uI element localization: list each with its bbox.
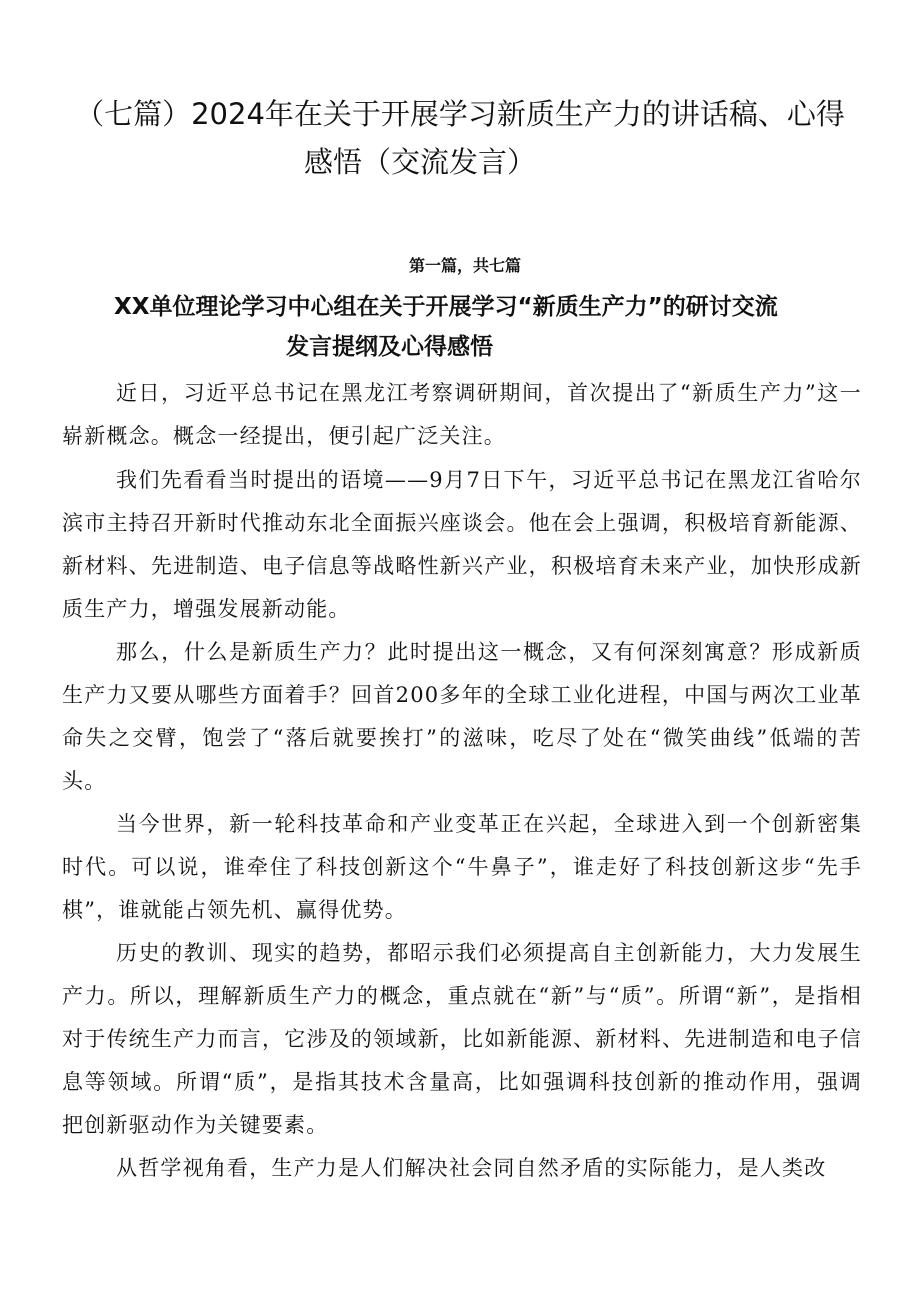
body-paragraph: 那么，什么是新质生产力？此时提出这一概念，又有何深刻寓意？形成新质生产力又要从哪些方面着手？回首200多年的全球工业化进程，中国与两次工业革命失之交臂，饱尝了“落后就要挨打”的滋味，吃尽了处在“微笑曲线”低端的苦头。 [62,640,862,793]
document-title-line-1: （七篇）2024年在关于开展学习新质生产力的讲话稿、心得 [75,97,845,131]
section-subtitle [100,287,870,367]
section-subtitle-line-1: XX单位理论学习中心组在关于开展学习“新质生产力”的研讨交流 [114,294,778,320]
body-paragraph: 从哲学视角看，生产力是人们解决社会同自然矛盾的实际能力，是人类改 [116,1156,827,1180]
document-title [40,90,880,186]
part-label: 第一篇，共七篇 [408,256,521,275]
body-paragraph: 我们先看看当时提出的语境——9月7日下午，习近平总书记在黑龙江省哈尔滨市主持召开新时代推动东北全面振兴座谈会。他在会上强调，积极培育新能源、新材料、先进制造、电子信息等战略性新兴产业，积极培育未来产业，加快形成新质生产力，增强发展新动能。 [62,468,862,621]
section-subtitle-line-2: 发言提纲及心得感悟 [286,334,493,360]
body-paragraph: 近日，习近平总书记在黑龙江考察调研期间，首次提出了“新质生产力”这一崭新概念。概念一经提出，便引起广泛关注。 [62,381,862,448]
document-title-line-2: 感悟（交流发言） [303,145,536,179]
document-body [62,372,862,1190]
body-paragraph: 历史的教训、现实的趋势，都昭示我们必须提高自主创新能力，大力发展生产力。所以，理解新质生产力的概念，重点就在“新”与“质”。所谓“新”，是指相对于传统生产力而言，它涉及的领域新，比如新能源、新材料、先进制造和电子信息等领域。所谓“质”，是指其技术含量高，比如强调科技创新的推动作用，强调把创新驱动作为关键要素。 [62,941,862,1137]
body-paragraph: 当今世界，新一轮科技革命和产业变革正在兴起，全球进入到一个创新密集时代。可以说，谁牵住了科技创新这个“牛鼻子”，谁走好了科技创新这步“先手棋”，谁就能占领先机、赢得优势。 [62,812,862,922]
